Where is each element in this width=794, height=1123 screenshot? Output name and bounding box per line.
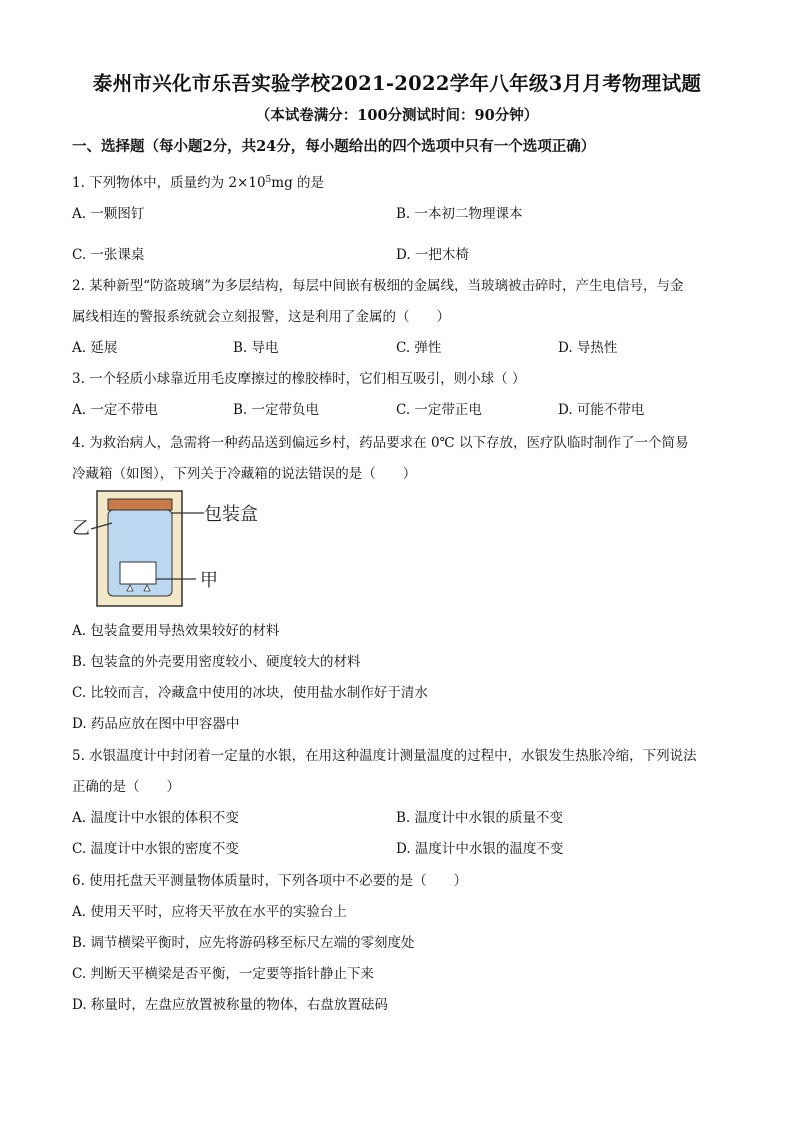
question-3-option-c: C. 一定带正电 [396, 402, 482, 418]
question-2-option-b: B. 导电 [233, 340, 279, 356]
question-2-option-a: A. 延展 [72, 340, 118, 356]
section-heading: 一、选择题（每小题2分，共24分，每小题给出的四个选项中只有一个选项正确） [72, 138, 596, 155]
question-2-option-d: D. 导热性 [558, 340, 618, 356]
question-6-option-a: A. 使用天平时，应将天平放在水平的实验台上 [72, 904, 347, 920]
question-6-option-b: B. 调节横梁平衡时，应先将游码移至标尺左端的零刻度处 [72, 935, 415, 951]
question-6-option-c: C. 判断天平横梁是否平衡，一定要等指针静止下来 [72, 966, 374, 982]
question-5-option-b: B. 温度计中水银的质量不变 [396, 810, 564, 826]
question-6-option-d: D. 称量时，左盘应放置被称量的物体，右盘放置砝码 [72, 997, 388, 1013]
question-3-option-a: A. 一定不带电 [72, 402, 158, 418]
question-2-option-c: C. 弹性 [396, 340, 442, 356]
question-1-option-c: C. 一张课桌 [72, 247, 145, 263]
label-yi: 乙 [72, 518, 90, 539]
question-4-stem-line1: 4. 为救治病人，急需将一种药品送到偏远乡村，药品要求在 0℃ 以下存放，医疗队临时制作了一个简易 [72, 435, 689, 451]
question-5-stem-line1: 5. 水银温度计中封闭着一定量的水银，在用这种温度计测量温度的过程中，水银发生热胀冷缩，下列说法 [72, 748, 697, 764]
question-5-option-d: D. 温度计中水银的温度不变 [396, 841, 564, 857]
question-2-stem-line2: 属线相连的警报系统就会立刻报警，这是利用了金属的（ ） [72, 309, 450, 325]
question-3-option-b: B. 一定带负电 [233, 402, 320, 418]
question-5-option-a: A. 温度计中水银的体积不变 [72, 810, 239, 826]
question-2-stem-line1: 2. 某种新型“防盗玻璃”为多层结构，每层中间嵌有极细的金属线，当玻璃被击碎时，产生电信号，与金 [72, 278, 684, 294]
exam-info: （本试卷满分：100分测试时间：90分钟） [255, 107, 539, 124]
page-title: 泰州市兴化市乐吾实验学校2021-2022学年八年级3月月考物理试题 [92, 72, 702, 95]
question-4-option-a: A. 包装盒要用导热效果较好的材料 [72, 623, 280, 639]
box-lid [108, 499, 172, 510]
question-4-option-c: C. 比较而言，冷藏盒中使用的冰块，使用盐水制作好于清水 [72, 685, 428, 701]
cooler-box-diagram [70, 486, 280, 610]
question-1-stem: 1. 下列物体中，质量约为 $2\times 10^5mg$ 的是 [72, 175, 325, 191]
label-jia: 甲 [200, 570, 218, 591]
question-1-option-d: D. 一把木椅 [396, 247, 469, 263]
question-1-option-a: A. 一颗图钉 [72, 206, 145, 222]
question-3-stem: 3. 一个轻质小球靠近用毛皮摩擦过的橡胶棒时，它们相互吸引，则小球（ ） [72, 371, 526, 387]
question-4-stem-line2: 冷藏箱（如图），下列关于冷藏箱的说法错误的是（ ） [72, 466, 417, 482]
question-4-option-b: B. 包装盒的外壳要用密度较小、硬度较大的材料 [72, 654, 361, 670]
question-5-option-c: C. 温度计中水银的密度不变 [72, 841, 239, 857]
question-5-stem-line2: 正确的是（ ） [72, 779, 180, 795]
question-1-option-b: B. 一本初二物理课本 [396, 206, 523, 222]
label-box: 包装盒 [204, 504, 258, 525]
question-6-stem: 6. 使用托盘天平测量物体质量时，下列各项中不必要的是（ ） [72, 873, 468, 889]
container-jia [120, 562, 156, 584]
question-3-option-d: D. 可能不带电 [558, 402, 645, 418]
question-4-option-d: D. 药品应放在图中甲容器中 [72, 716, 240, 732]
